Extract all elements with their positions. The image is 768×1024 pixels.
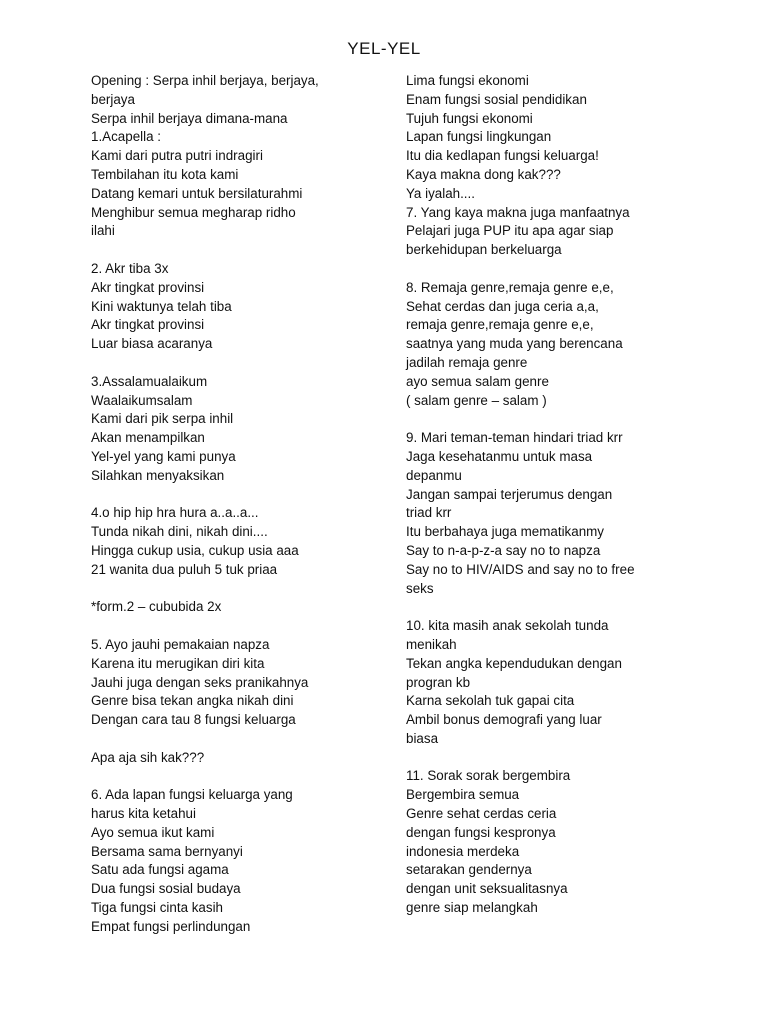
text-line: Tekan angka kependudukan dengan bbox=[406, 655, 622, 671]
text-line bbox=[406, 260, 706, 279]
text-line: ilahi bbox=[91, 223, 115, 239]
text-line: remaja genre,remaja genre e,e, bbox=[406, 317, 594, 333]
text-line: Tembilahan itu kota kami bbox=[91, 166, 239, 182]
text-line: 9. Mari teman-teman hindari triad krr bbox=[406, 430, 623, 446]
text-line: Pelajari juga PUP itu apa agar siap bbox=[406, 223, 614, 239]
text-line bbox=[406, 410, 706, 429]
text-line: setarakan gendernya bbox=[406, 862, 532, 878]
text-line: 4.o hip hip hra hura a..a..a... bbox=[91, 505, 259, 521]
text-line: Bergembira semua bbox=[406, 787, 520, 803]
text-line: 10. kita masih anak sekolah tunda bbox=[406, 618, 609, 634]
text-line: *form.2 – cububida 2x bbox=[91, 599, 222, 615]
text-line: menikah bbox=[406, 636, 457, 652]
text-line: Lapan fungsi lingkungan bbox=[406, 129, 552, 145]
text-line: genre siap melangkah bbox=[406, 900, 538, 916]
text-line: ayo semua salam genre bbox=[406, 373, 549, 389]
text-line: Sehat cerdas dan juga ceria a,a, bbox=[406, 298, 599, 314]
text-line: Genre sehat cerdas ceria bbox=[406, 806, 557, 822]
text-line: 8. Remaja genre,remaja genre e,e, bbox=[406, 279, 614, 295]
text-line bbox=[91, 354, 381, 373]
text-line: indonesia merdeka bbox=[406, 843, 520, 859]
text-line: 2. Akr tiba 3x bbox=[91, 260, 169, 276]
text-line: Akr tingkat provinsi bbox=[91, 317, 205, 333]
text-line bbox=[406, 749, 706, 768]
text-line: harus kita ketahui bbox=[91, 806, 196, 822]
text-line: Karna sekolah tuk gapai cita bbox=[406, 693, 575, 709]
text-line: Luar biasa acaranya bbox=[91, 336, 213, 352]
text-line: Tujuh fungsi ekonomi bbox=[406, 110, 533, 126]
text-line: Karena itu merugikan diri kita bbox=[91, 655, 265, 671]
text-line: Itu berbahaya juga mematikanmy bbox=[406, 524, 604, 540]
text-line: Akan menampilkan bbox=[91, 430, 205, 446]
text-line: depanmu bbox=[406, 467, 462, 483]
text-line: Tunda nikah dini, nikah dini.... bbox=[91, 524, 268, 540]
text-line: berjaya bbox=[91, 91, 135, 107]
text-line: seks bbox=[406, 580, 434, 596]
text-line: Enam fungsi sosial pendidikan bbox=[406, 91, 587, 107]
text-line: Menghibur semua megharap ridho bbox=[91, 204, 296, 220]
text-line: Say to n-a-p-z-a say no to napza bbox=[406, 542, 601, 558]
text-line: Kami dari pik serpa inhil bbox=[91, 411, 234, 427]
page-title: YEL-YEL bbox=[347, 39, 421, 58]
text-line: 5. Ayo jauhi pemakaian napza bbox=[91, 636, 270, 652]
text-line: 7. Yang kaya makna juga manfaatnya bbox=[406, 204, 630, 220]
text-line: jadilah remaja genre bbox=[406, 354, 528, 370]
text-line: Genre bisa tekan angka nikah dini bbox=[91, 693, 294, 709]
text-line: Tiga fungsi cinta kasih bbox=[91, 900, 223, 916]
text-line: dengan fungsi kespronya bbox=[406, 824, 556, 840]
text-line: Serpa inhil berjaya dimana-mana bbox=[91, 110, 288, 126]
text-line bbox=[91, 486, 381, 505]
text-line bbox=[406, 598, 706, 617]
text-line: Itu dia kedlapan fungsi keluarga! bbox=[406, 148, 599, 164]
text-line: 1.Acapella : bbox=[91, 129, 161, 145]
text-line: Bersama sama bernyanyi bbox=[91, 843, 243, 859]
text-line: 11. Sorak sorak bergembira bbox=[406, 768, 571, 784]
text-line: Ambil bonus demografi yang luar bbox=[406, 712, 602, 728]
right-column bbox=[406, 72, 706, 918]
text-line: Opening : Serpa inhil berjaya, berjaya, bbox=[91, 73, 319, 88]
text-line bbox=[91, 241, 381, 260]
text-line: Dengan cara tau 8 fungsi keluarga bbox=[91, 712, 296, 728]
text-line: Yel-yel yang kami punya bbox=[91, 448, 236, 464]
text-line: Kini waktunya telah tiba bbox=[91, 298, 232, 314]
text-line: Lima fungsi ekonomi bbox=[406, 73, 529, 88]
text-line: 21 wanita dua puluh 5 tuk priaa bbox=[91, 561, 278, 577]
text-line: Jangan sampai terjerumus dengan bbox=[406, 486, 613, 502]
text-line: Hingga cukup usia, cukup usia aaa bbox=[91, 542, 299, 558]
text-line: Akr tingkat provinsi bbox=[91, 279, 205, 295]
text-line: Say no to HIV/AIDS and say no to free bbox=[406, 561, 635, 577]
text-line bbox=[91, 580, 381, 599]
text-line: Ayo semua ikut kami bbox=[91, 824, 215, 840]
text-line: 3.Assalamualaikum bbox=[91, 373, 208, 389]
text-line: Apa aja sih kak??? bbox=[91, 749, 205, 765]
text-line: Satu ada fungsi agama bbox=[91, 862, 229, 878]
text-line: Jauhi juga dengan seks pranikahnya bbox=[91, 674, 309, 690]
text-line bbox=[91, 767, 381, 786]
text-line: biasa bbox=[406, 730, 439, 746]
text-line: Kami dari putra putri indragiri bbox=[91, 148, 263, 164]
text-line: saatnya yang muda yang berencana bbox=[406, 336, 623, 352]
text-line: Empat fungsi perlindungan bbox=[91, 918, 251, 934]
text-line: Kaya makna dong kak??? bbox=[406, 166, 561, 182]
text-line: 6. Ada lapan fungsi keluarga yang bbox=[91, 787, 293, 803]
text-line: ( salam genre – salam ) bbox=[406, 392, 547, 408]
text-line bbox=[91, 730, 381, 749]
text-line: Dua fungsi sosial budaya bbox=[91, 881, 241, 897]
text-line: Silahkan menyaksikan bbox=[91, 467, 225, 483]
left-column bbox=[91, 72, 381, 937]
text-line: progran kb bbox=[406, 674, 471, 690]
text-line: Jaga kesehatanmu untuk masa bbox=[406, 448, 593, 464]
text-line: berkehidupan berkeluarga bbox=[406, 242, 562, 258]
text-line: dengan unit seksualitasnya bbox=[406, 881, 568, 897]
text-line: triad krr bbox=[406, 505, 452, 521]
text-line bbox=[91, 617, 381, 636]
text-line: Datang kemari untuk bersilaturahmi bbox=[91, 185, 303, 201]
text-line: Ya iyalah.... bbox=[406, 185, 475, 201]
text-line: Waalaikumsalam bbox=[91, 392, 193, 408]
